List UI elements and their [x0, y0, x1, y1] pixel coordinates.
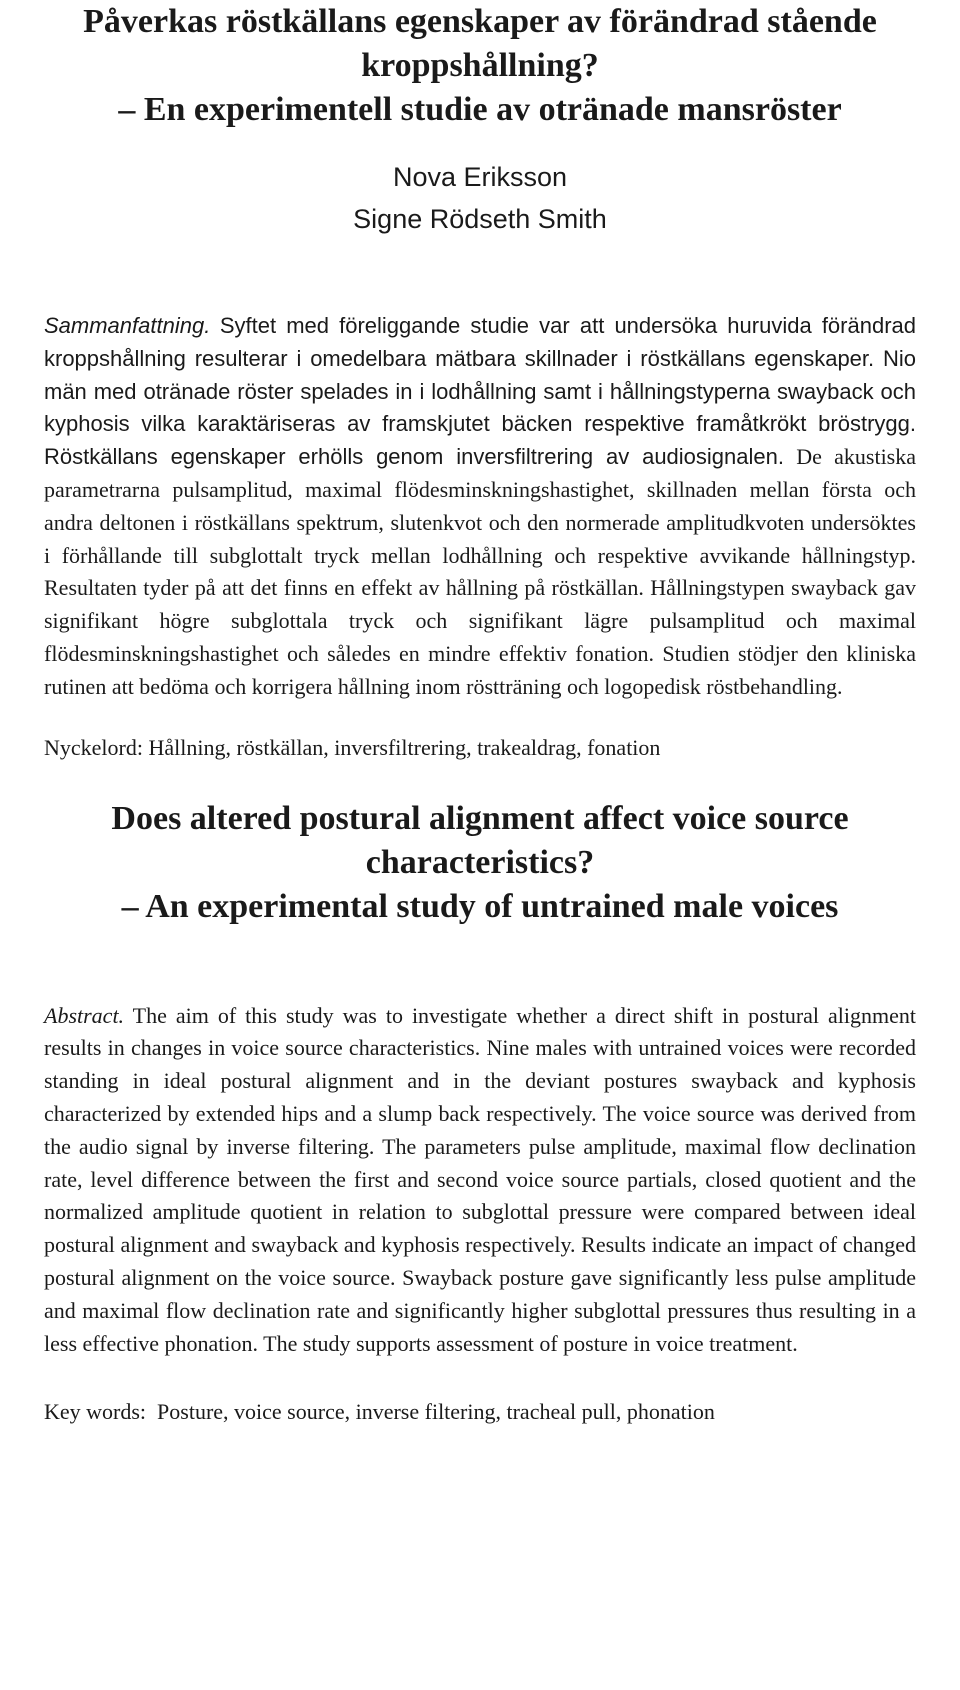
author-name: Signe Rödseth Smith	[353, 204, 607, 234]
swedish-title-line-2: kroppshållning?	[361, 47, 599, 84]
english-title-line-2: characteristics?	[365, 843, 595, 881]
swedish-title	[44, 0, 916, 132]
english-abstract	[44, 1000, 916, 1361]
swedish-title-line-1: Påverkas röstkällans egenskaper av förändrad stående	[83, 3, 877, 40]
swedish-abstract-text-serif: De akustiska parametrarna pulsamplitud, maximal flödesminskningshastighet, skillnaden mellan första och andra deltonen i röstkällans spektrum, slutenkvot och den normerade amplitudkvoten undersöktes i förhållande till subglottalt tryck mellan lodhållning och respektive avvikande hållningstyp. Resultaten tyder på att det finns en effekt av hållning på röstkällan. Hållningstypen swayback gav signifikant högre subglottala tryck och signifikant lägre pulsamplitud och maximal flödesminskningshastighet och således en mindre effektiv fonation. Studien stödjer den kliniska rutinen att bedöma och korrigera hållning inom röstträning och logopedisk röstbehandling.	[44, 444, 917, 699]
author-name: Nova Eriksson	[392, 162, 568, 192]
author-list	[44, 156, 916, 240]
swedish-title-line-3: – En experimentell studie av otränade mansröster	[118, 91, 842, 128]
english-keywords: Key words: Posture, voice source, inverse filtering, tracheal pull, phonation	[44, 1399, 715, 1425]
english-title-line-3: – An experimental study of untrained male voices	[121, 887, 839, 925]
english-abstract-label: Abstract.	[44, 1002, 125, 1028]
swedish-abstract-label: Sammanfattning.	[44, 313, 211, 338]
english-title	[44, 797, 916, 929]
swedish-abstract-text-sans: Syftet med föreliggande studie var att undersöka huruvida förändrad kroppshållning resulterar i omedelbara mätbara skillnader i röstkällans egenskaper. Nio män med otränade röster spelades in i lodhållning samt i hållningstyperna swayback och kyphosis vilka karaktäriseras av framskjutet bäcken respektive framåtkrökt bröstrygg. Röstkällans egenskaper erhölls genom inversfiltrering av audiosignalen.	[44, 313, 916, 470]
swedish-keywords: Nyckelord: Hållning, röstkällan, inversfiltrering, trakealdrag, fonation	[44, 734, 661, 760]
swedish-abstract	[44, 310, 916, 704]
english-title-line-1: Does altered postural alignment affect voice source	[111, 799, 849, 837]
english-abstract-text: The aim of this study was to investigate whether a direct shift in postural alignment results in changes in voice source characteristics. Nine males with untrained voices were recorded standing in ideal postural alignment and in the deviant postures swayback and kyphosis characterized by extended hips and a slump back respectively. The voice source was derived from the audio signal by inverse filtering. The parameters pulse amplitude, maximal flow declination rate, level difference between the first and second voice source partials, closed quotient and the normalized amplitude quotient in relation to subglottal pressure were compared between ideal postural alignment and swayback and kyphosis respectively. Results indicate an impact of changed postural alignment on the voice source. Swayback posture gave significantly less pulse amplitude and maximal flow declination rate and significantly higher subglottal pressures thus resulting in a less effective phonation. The study supports assessment of posture in voice treatment.	[44, 1002, 917, 1356]
